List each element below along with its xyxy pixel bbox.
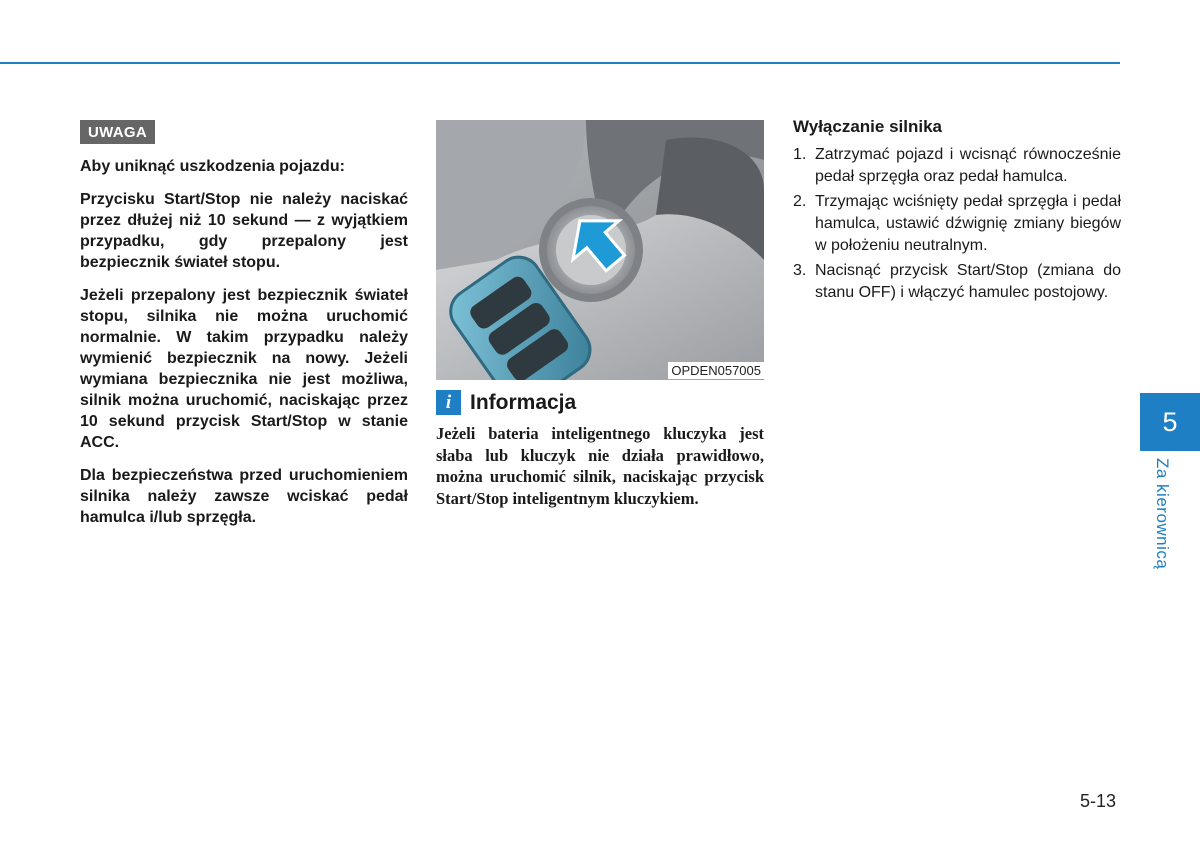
chapter-number-tab: 5 <box>1140 393 1200 451</box>
info-header <box>436 390 764 415</box>
chapter-title: Za kierownicą <box>1153 458 1172 570</box>
photo-illustration <box>436 120 764 380</box>
warning-badge: UWAGA <box>80 120 155 144</box>
warning-paragraph: Jeżeli przepalony jest bezpiecznik świateł stopu, silnika nie można uruchomić normalnie. W takim przypadku należy wymienić bezpiecznik na nowy. Jeżeli wymiana bezpiecznika nie jest możliwa, silnik można uruchomić, naciskając przez 10 sekund przycisk Start/Stop w stanie ACC. <box>80 287 408 451</box>
step-text: Nacisnąć przycisk Start/Stop (zmiana do stanu OFF) i włączyć hamulec postojowy. <box>815 262 1121 301</box>
warning-paragraph: Aby uniknąć uszkodzenia pojazdu: <box>80 158 345 175</box>
section-title: Wyłączanie silnika <box>793 117 942 136</box>
steps-list <box>793 144 1121 304</box>
warning-paragraph: Przycisku Start/Stop nie należy naciskać przez dłużej niż 10 sekund — z wyjątkiem przypadku, gdy przepalony jest bezpiecznik świateł stopu. <box>80 191 408 271</box>
info-text: Jeżeli bateria inteligentnego kluczyka jest słaba lub kluczyk nie działa prawidłowo, można uruchomić silnik, naciskając przycisk Start/Stop inteligentnym kluczykiem. <box>436 424 764 508</box>
warning-paragraph: Dla bezpieczeństwa przed uruchomieniem silnika należy zawsze wciskać pedał hamulca i/lub sprzęgła. <box>80 467 408 526</box>
header-rule <box>0 62 1120 64</box>
smart-key-start-button-photo <box>436 120 764 380</box>
figure-code: OPDEN057005 <box>668 362 764 379</box>
step-number: 3. <box>793 262 807 279</box>
engine-off-section <box>793 117 1121 307</box>
list-item <box>793 191 1121 257</box>
warning-block <box>80 120 408 528</box>
info-icon: i <box>436 390 461 415</box>
step-number: 2. <box>793 193 807 210</box>
step-text: Trzymając wciśnięty pedał sprzęgła i pedał hamulca, ustawić dźwignię zmiany biegów w położeniu neutralnym. <box>815 193 1121 254</box>
figure-info-column <box>436 120 764 509</box>
list-item <box>793 260 1121 304</box>
step-text: Zatrzymać pojazd i wcisnąć równocześnie pedał sprzęgła oraz pedał hamulca. <box>815 146 1121 185</box>
step-number: 1. <box>793 146 807 163</box>
info-title: Informacja <box>470 390 577 414</box>
page-number: 5-13 <box>1080 791 1117 811</box>
list-item <box>793 144 1121 188</box>
